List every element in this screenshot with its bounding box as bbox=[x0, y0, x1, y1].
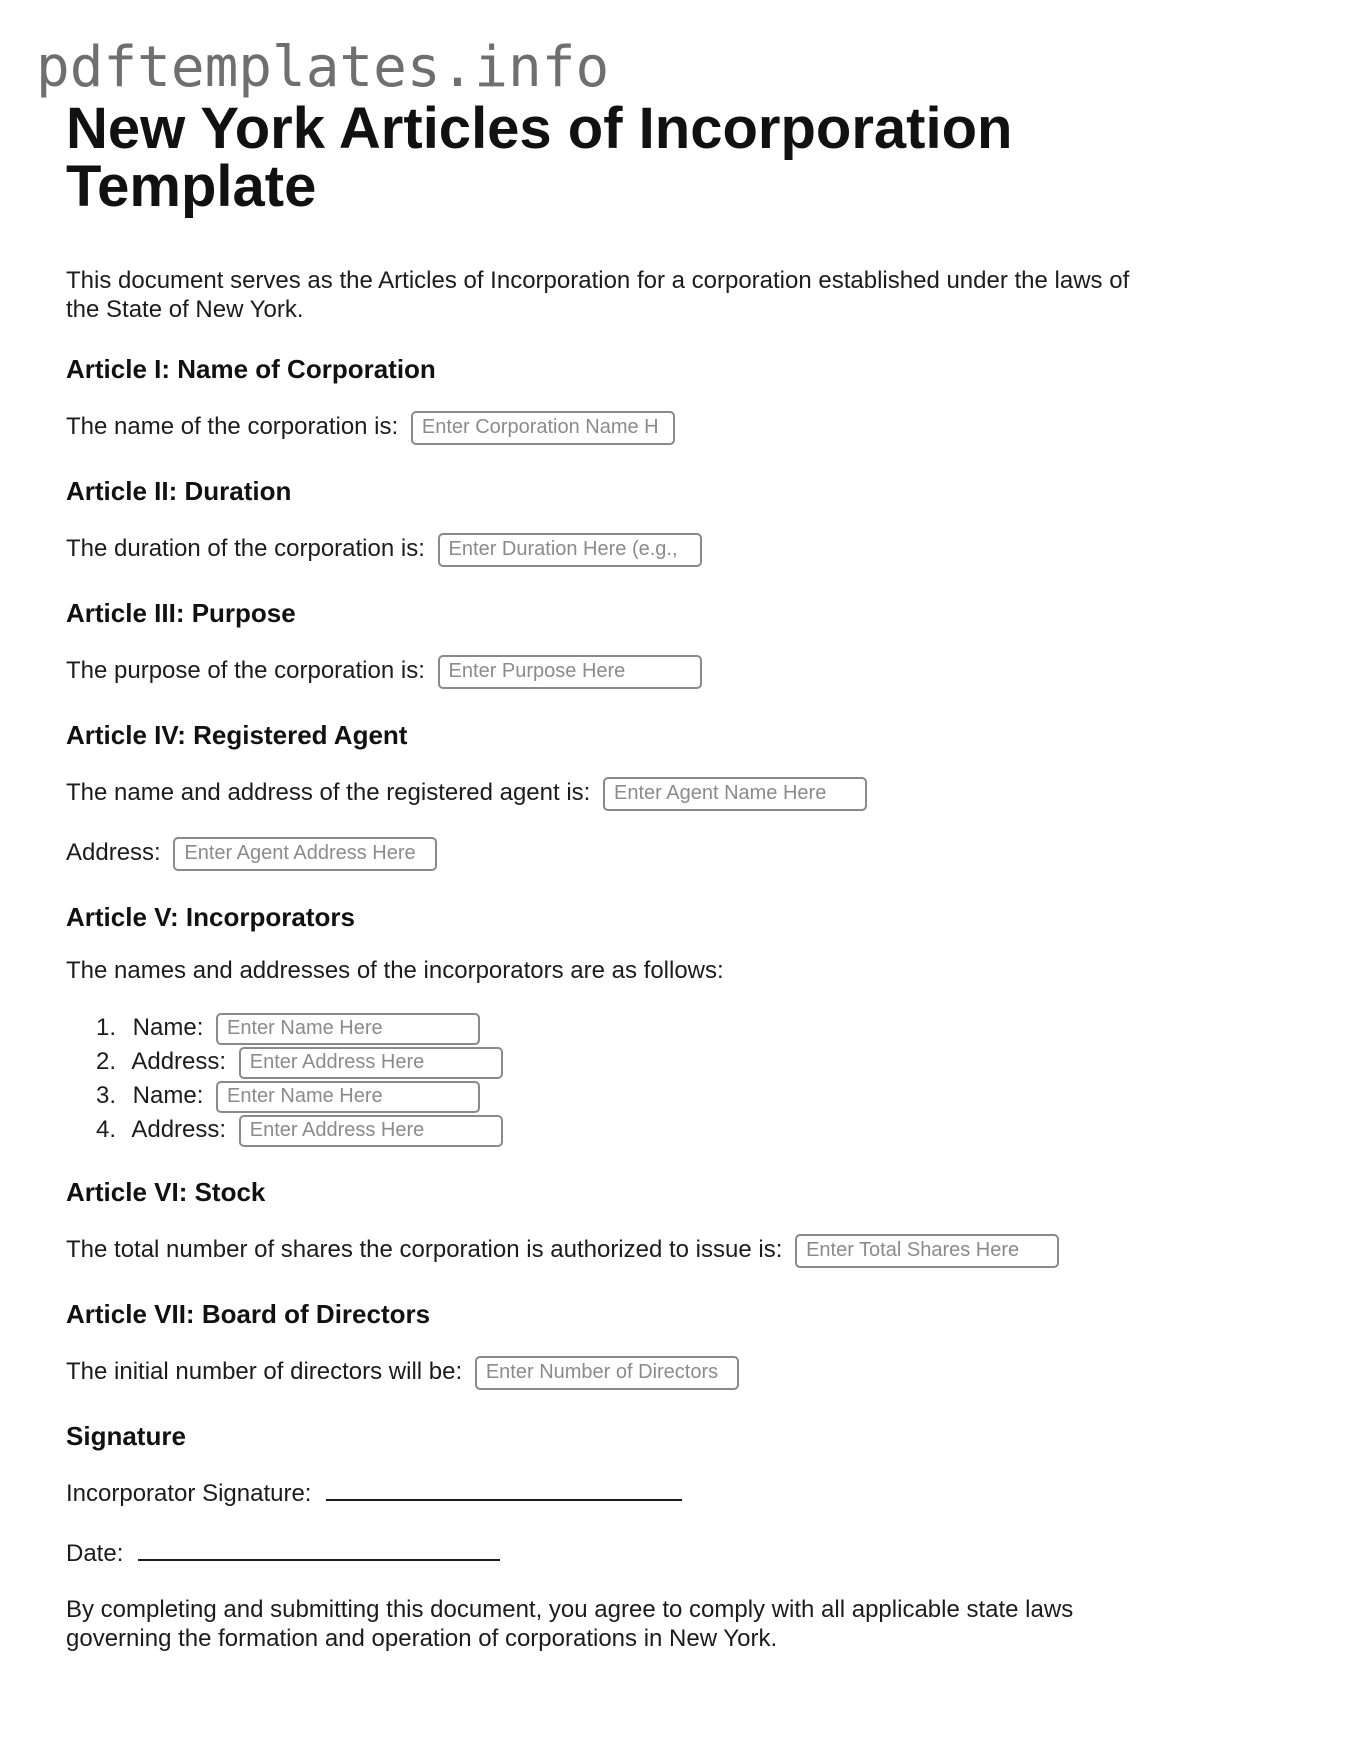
signature-heading: Signature bbox=[66, 1421, 186, 1451]
article-5-heading: Article V: Incorporators bbox=[66, 902, 355, 932]
directors-input[interactable] bbox=[475, 1356, 739, 1390]
incorporator-item-4 bbox=[96, 1113, 1291, 1147]
incorporator-2-address-input[interactable] bbox=[239, 1047, 503, 1079]
date-label: Date: bbox=[66, 1540, 124, 1567]
corporation-name-input[interactable] bbox=[411, 411, 675, 445]
incorporator-signature-label: Incorporator Signature: bbox=[66, 1480, 312, 1507]
directors-field bbox=[66, 1353, 1291, 1391]
page-title: New York Articles of Incorporation Template bbox=[66, 96, 1013, 219]
incorporator-1-name-input[interactable] bbox=[216, 1013, 480, 1045]
agent-address-field bbox=[66, 834, 1291, 872]
incorporator-2-address-label: Address: bbox=[131, 1048, 227, 1075]
signature-line bbox=[326, 1479, 682, 1501]
duration-label: The duration of the corporation is: bbox=[66, 535, 425, 562]
directors-label: The initial number of directors will be: bbox=[66, 1358, 463, 1385]
legal-disclaimer: By completing and submitting this document, you agree to comply with all applicable state laws governing the formation and operation of corporations in New York. bbox=[66, 1596, 1074, 1652]
intro-text: This document serves as the Articles of Incorporation for a corporation established under the laws of the State of New York. bbox=[66, 267, 1130, 323]
incorporator-4-number: 4. bbox=[96, 1116, 117, 1143]
article-2-heading: Article II: Duration bbox=[66, 476, 292, 506]
agent-name-field bbox=[66, 774, 1291, 812]
incorporators-intro: The names and addresses of the incorporators are as follows: bbox=[66, 957, 724, 984]
total-shares-input[interactable] bbox=[795, 1234, 1059, 1268]
article-6-heading: Article VI: Stock bbox=[66, 1177, 266, 1207]
incorporator-3-number: 3. bbox=[96, 1082, 117, 1109]
date-row bbox=[66, 1539, 1291, 1569]
incorporator-item-3 bbox=[96, 1079, 1291, 1113]
incorporator-2-number: 2. bbox=[96, 1048, 117, 1075]
incorporator-3-name-input[interactable] bbox=[216, 1081, 480, 1113]
article-4-heading: Article IV: Registered Agent bbox=[66, 720, 408, 750]
agent-name-label: The name and address of the registered agent is: bbox=[66, 779, 591, 806]
incorporator-item-2 bbox=[96, 1045, 1291, 1079]
date-line bbox=[138, 1539, 500, 1561]
incorporator-signature-row bbox=[66, 1479, 1291, 1509]
agent-address-label: Address: bbox=[66, 839, 161, 866]
corporation-name-field bbox=[66, 408, 1291, 446]
purpose-label: The purpose of the corporation is: bbox=[66, 657, 425, 684]
duration-field bbox=[66, 530, 1291, 568]
purpose-input[interactable] bbox=[438, 655, 702, 689]
agent-address-input[interactable] bbox=[173, 837, 437, 871]
corporation-name-label: The name of the corporation is: bbox=[66, 413, 399, 440]
purpose-field bbox=[66, 652, 1291, 690]
duration-input[interactable] bbox=[438, 533, 702, 567]
total-shares-label: The total number of shares the corporation is authorized to issue is: bbox=[66, 1236, 783, 1263]
article-3-heading: Article III: Purpose bbox=[66, 598, 296, 628]
article-1-heading: Article I: Name of Corporation bbox=[66, 354, 436, 384]
brand-logo: pdftemplates.info bbox=[36, 35, 610, 100]
total-shares-field bbox=[66, 1231, 1291, 1269]
incorporator-3-name-label: Name: bbox=[132, 1082, 204, 1109]
agent-name-input[interactable] bbox=[603, 777, 867, 811]
incorporator-list bbox=[66, 1011, 1291, 1147]
incorporator-4-address-input[interactable] bbox=[239, 1115, 503, 1147]
incorporator-item-1 bbox=[96, 1011, 1291, 1045]
article-7-heading: Article VII: Board of Directors bbox=[66, 1299, 431, 1329]
incorporator-1-name-label: Name: bbox=[132, 1014, 204, 1041]
incorporator-1-number: 1. bbox=[96, 1014, 117, 1041]
incorporator-4-address-label: Address: bbox=[131, 1116, 227, 1143]
